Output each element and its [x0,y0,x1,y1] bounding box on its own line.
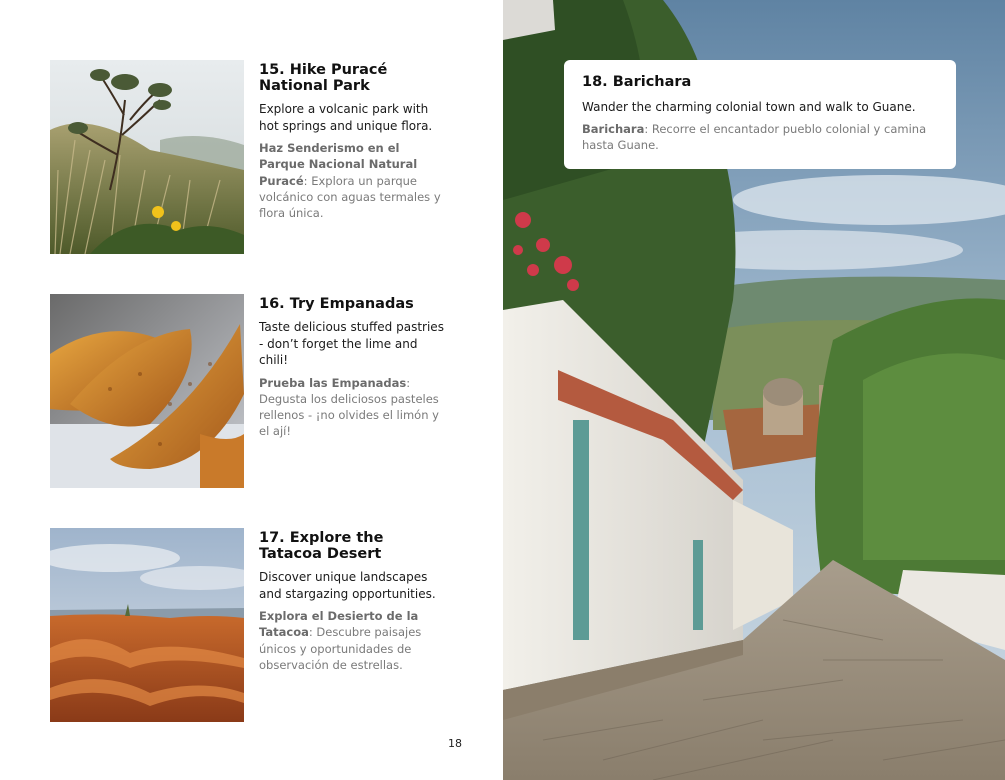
entry-title: 17. Explore the Tatacoa Desert [259,530,384,562]
entry-description-en: Discover unique landscapes and stargazing opportunities. [259,570,436,601]
entry-title: 16. Try Empanadas [259,296,414,312]
callout-body-es: : Recorre el encantador pueblo colonial y camina hasta Guane. [582,122,927,152]
purace-photo [50,60,244,254]
entry-explore-tatacoa [50,528,460,723]
entry-hike-purace [50,60,460,255]
callout-title-es: Barichara [582,122,645,136]
entry-text [259,296,449,440]
entry-title-es: Explora el Desierto de la Tatacoa [259,609,419,640]
callout-description-es [582,121,938,153]
callout-title: 18. Barichara [582,74,692,90]
entry-text [259,62,449,221]
entry-description-es [259,140,449,221]
entry-try-empanadas [50,294,460,489]
entry-description-en: Taste delicious stuffed pastries - don’t forget the lime and chili! [259,320,444,367]
callout-description-en: Wander the charming colonial town and walk to Guane. [582,100,916,114]
entry-body-es: : Degusta los deliciosos pasteles rellenos - ¡no olvides el limón y el ají! [259,375,439,439]
entry-description-en: Explore a volcanic park with hot springs and unique flora. [259,102,433,133]
entry-title-es: Prueba las Empanadas [259,375,407,390]
entry-title-es: Haz Senderismo en el Parque Nacional Natural Puracé [259,141,418,188]
empanadas-photo [50,294,244,488]
page-number: 18 [448,737,462,750]
right-page [503,0,1005,780]
tatacoa-photo [50,528,244,722]
entry-description-es [259,608,449,673]
entry-title: 15. Hike Puracé National Park [259,62,388,94]
entry-text [259,530,449,673]
entry-body-es: : Descubre paisajes únicos y oportunidades de observación de estrellas. [259,625,422,672]
barichara-callout [564,60,956,169]
entry-body-es: : Explora un parque volcánico con aguas termales y flora única. [259,173,441,221]
entry-description-es [259,375,449,440]
